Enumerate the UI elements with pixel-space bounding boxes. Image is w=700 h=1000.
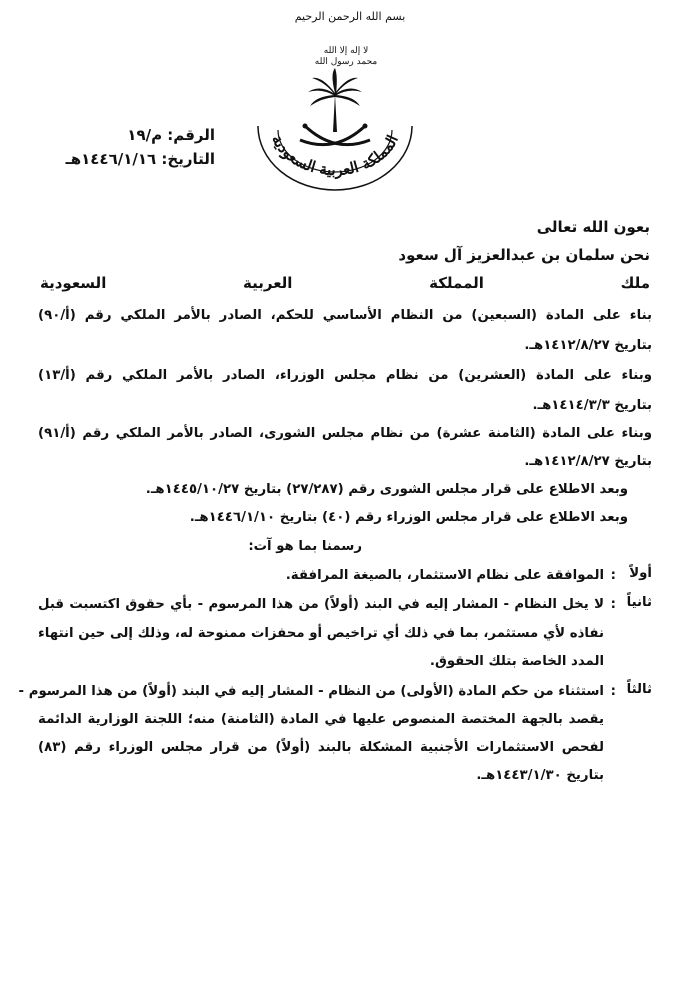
- item-3-line-3: لفحص الاستثمارات الأجنبية المشكلة بالبند (أولاً) من قرار مجلس الوزراء رقم (٨٣): [38, 740, 604, 755]
- item-2-line-3: المدد الخاصة بتلك الحقوق.: [429, 654, 604, 669]
- seal-text: المملكة العربية السعودية: [268, 131, 402, 180]
- decree-date: التاريخ: ١٤٤٦/١/١٦هـ: [65, 150, 215, 168]
- preamble-2-line-2: بتاريخ ١٤١٤/٣/٣هـ.: [532, 398, 652, 413]
- kingdom-emblem-icon: [250, 44, 420, 194]
- intro-line-3: ملك المملكة العربية السعودية: [40, 274, 650, 292]
- item-1-colon: :: [610, 568, 616, 583]
- shahada-line-1: لا إله إلا الله: [323, 46, 369, 56]
- basmala: بسم الله الرحمن الرحيم: [294, 10, 406, 23]
- intro-line-2: نحن سلمان بن عبدالعزيز آل سعود: [398, 246, 650, 264]
- item-1-line-1: الموافقة على نظام الاستثمار، بالصيغة المرافقة.: [285, 568, 604, 583]
- decree-number: الرقم: م/١٩: [127, 126, 215, 144]
- decree-intro: رسمنا بما هو آت:: [248, 539, 362, 554]
- item-3-line-4: بتاريخ ١٤٤٣/١/٣٠هـ.: [476, 768, 604, 783]
- item-3-label: ثالثاً: [626, 682, 652, 697]
- preamble-1-line-2: بتاريخ ١٤١٢/٨/٢٧هـ.: [524, 338, 652, 353]
- svg-text:المملكة العربية السعودية: [268, 132, 402, 179]
- item-2-colon: :: [610, 597, 616, 612]
- review-1: وبعد الاطلاع على قرار مجلس الشورى رقم (٢٧/٢٨٧) بتاريخ ١٤٤٥/١٠/٢٧هـ.: [145, 482, 628, 497]
- shahada-line-2: محمد رسول الله: [314, 57, 378, 67]
- preamble-2-line-1: وبناء على المادة (العشرين) من نظام مجلس الوزراء، الصادر بالأمر الملكي رقم (أ/١٣): [38, 368, 652, 383]
- item-3-line-2: يقصد بالجهة المختصة المنصوص عليها في المادة (الثامنة) منه؛ اللجنة الوزارية الدائمة: [38, 712, 604, 727]
- item-2-line-1: لا يخل النظام - المشار إليه في البند (أولاً) من هذا المرسوم - بأي حقوق اكتسبت قبل: [38, 597, 604, 612]
- preamble-3-line-1: وبناء على المادة (الثامنة عشرة) من نظام مجلس الشورى، الصادر بالأمر الملكي رقم (أ/٩١): [38, 426, 652, 441]
- intro-line-1: بعون الله تعالى: [536, 218, 650, 236]
- item-1-label: أولاً: [629, 566, 652, 581]
- item-2-line-2: نفاذه لأي مستثمر، بما في ذلك أي تراخيص أو محفزات ممنوحة له، وذلك إلى حين انتهاء: [38, 626, 604, 641]
- review-2: وبعد الاطلاع على قرار مجلس الوزراء رقم (٤٠) بتاريخ ١٤٤٦/١/١٠هـ.: [189, 510, 628, 525]
- item-2-label: ثانياً: [626, 595, 652, 610]
- preamble-3-line-2: بتاريخ ١٤١٢/٨/٢٧هـ.: [524, 454, 652, 469]
- preamble-1-line-1: بناء على المادة (السبعين) من النظام الأساسي للحكم، الصادر بالأمر الملكي رقم (أ/٩٠): [38, 308, 652, 323]
- item-3-colon: :: [610, 684, 616, 699]
- item-3-line-1: استثناء من حكم المادة (الأولى) من النظام - المشار إليه في البند (أولاً) من هذا المرسوم -: [18, 684, 604, 699]
